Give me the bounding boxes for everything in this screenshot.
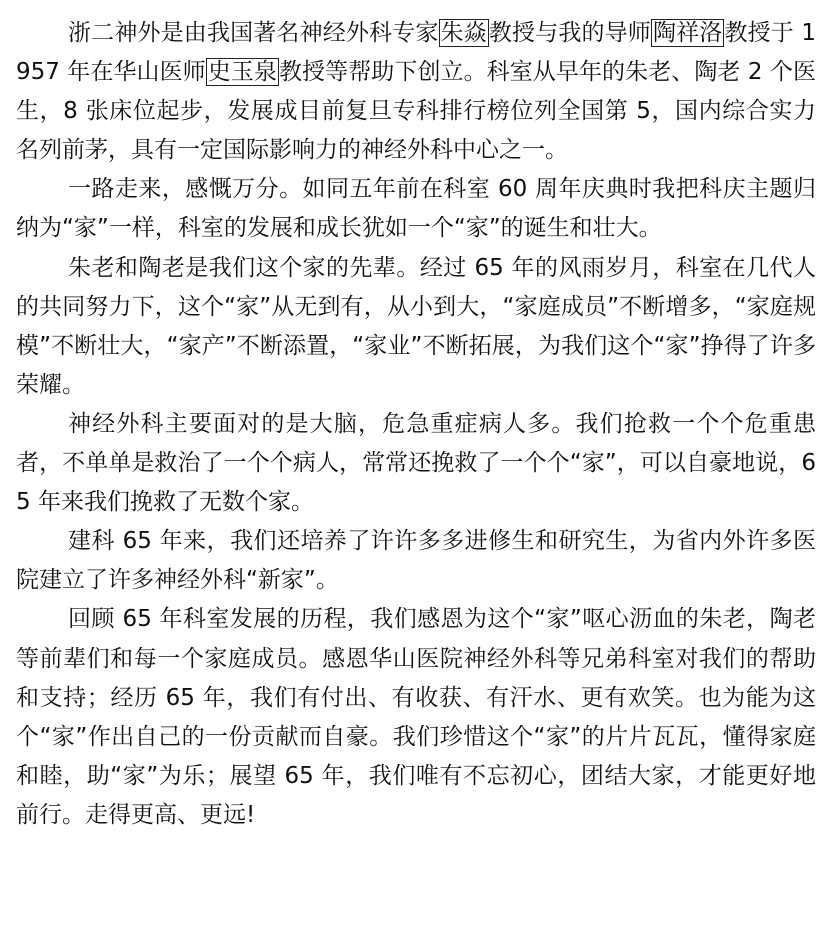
text-segment: 教授于 1957 年在华山医师 bbox=[16, 20, 817, 86]
boxed-name: 史玉泉 bbox=[207, 59, 277, 86]
boxed-name: 陶祥洛 bbox=[652, 20, 723, 46]
paragraph bbox=[16, 249, 816, 405]
text-segment: 教授与我的导师 bbox=[488, 20, 651, 46]
text-segment: 朱老和陶老是我们这个家的先辈。经过 65 年的风雨岁月，科室在几代人的共同努力下，这个“家”从无到有，从小到大，“家庭成员”不断增多，“家庭规模”不断壮大，“家产”不断添置，“家业”不断拓展，为我们这个“家”挣得了许多荣耀。 bbox=[16, 254, 816, 398]
text-segment: 浙二神外是由我国著名神经外科专家 bbox=[68, 20, 439, 46]
text-segment: 一路走来，感慨万分。如同五年前在科室 60 周年庆典时我把科庆主题归纳为“家”一样，科室的发展和成长犹如一个“家”的诞生和壮大。 bbox=[16, 176, 816, 242]
paragraph bbox=[16, 170, 816, 248]
paragraph bbox=[16, 522, 816, 600]
text-segment: 建科 65 年来，我们还培养了许许多多进修生和研究生，为省内外许多医院建立了许多神经外科“新家”。 bbox=[16, 528, 816, 594]
text-segment: 教授等帮助下创立。科室从早年的朱老、陶老 2 个医生，8 张床位起步，发展成目前复旦专科排行榜位列全国第 5，国内综合实力名列前茅，具有一定国际影响力的神经外科中心之一。 bbox=[16, 59, 816, 164]
text-segment: 神经外科主要面对的是大脑，危急重症病人多。我们抢救一个个危重患者，不单单是救治了一个个病人，常常还挽救了一个个“家”，可以自豪地说，65 年来我们挽救了无数个家。 bbox=[16, 410, 816, 516]
boxed-name: 朱焱 bbox=[440, 20, 487, 46]
paragraph bbox=[16, 14, 816, 170]
paragraph bbox=[16, 405, 816, 522]
paragraph bbox=[16, 600, 816, 835]
document-body bbox=[16, 14, 816, 835]
text-segment: 回顾 65 年科室发展的历程，我们感恩为这个“家”呕心沥血的朱老，陶老等前辈们和每一个家庭成员。感恩华山医院神经外科等兄弟科室对我们的帮助和支持；经历 65 年，我们有付出、有收获、有汗水、更有欢笑。也为能为这个“家”作出自己的一份贡献而自豪。我们珍惜这个“家”的片片瓦瓦，懂得家庭和睦，助“家”为乐；展望 65 年，我们唯有不忘初心，团结大家，才能更好地前行。走得更高、更远! bbox=[16, 606, 816, 828]
